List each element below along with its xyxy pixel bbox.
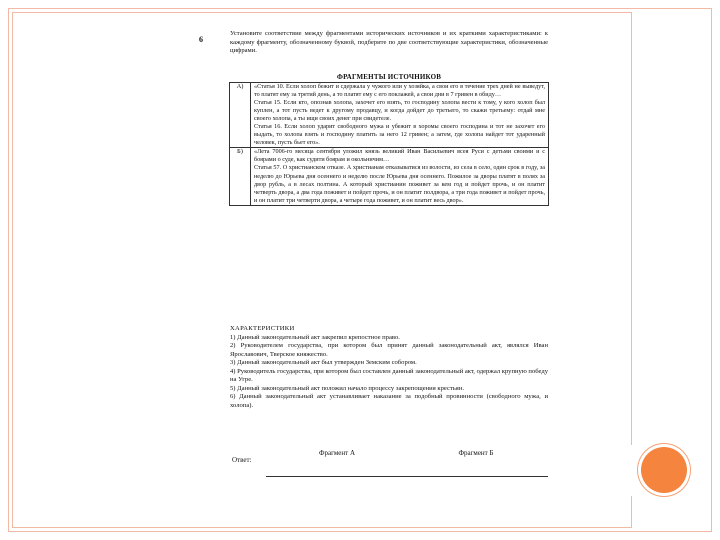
characteristic-item: 1) Данный законодательный акт закрепил крепостное право. <box>230 333 400 341</box>
fragment-paragraph: Статья 57. О христианском отказе. А христианам отказыватися из волости, из села в село, один срок в году, за неделю до Юрьева дня осеннего и неделю после Юрьева дня осеннего. Пожилое за дворы платят в полях за двор рубль, а в лесах полтина. А который христианин поживет за кем год и пойдет прочь, и он платит четверть двора, а два года поживет и пойдет прочь, и он платит полдвора, а три года поживет и пойдет прочь, и он платит три четверти двора, а четыре года поживет, и он платит весь двор». <box>254 164 545 204</box>
fragment-row-b <box>230 148 549 205</box>
characteristic-item: 3) Данный законодательный акт был утвержден Земским собором. <box>230 359 417 366</box>
fragment-paragraph: Статья 15. Если кто, опознав холопа, захочет его взять, то господину холопа вести к тому, у кого холоп был куплен, а тот пусть ведет к другому продавцу, и когда дойдет до третьего, то скажи третьему: отдай мне своего холопа, а ты ищи своих денег при свидетеле. <box>254 99 545 123</box>
answer-label: Ответ: <box>232 456 252 464</box>
decorative-circle <box>641 447 687 493</box>
characteristic-item: 2) Руководителем государства, при котором был принят данный законодательный акт, являлся Иван Ярославович, Тверское княжество. <box>230 342 548 358</box>
fragments-table <box>229 82 549 206</box>
answer-line[interactable] <box>266 476 548 477</box>
answer-column-a-label: Фрагмент А <box>318 449 356 457</box>
slide-border-bottom <box>8 531 712 532</box>
fragment-row-a <box>230 83 549 148</box>
characteristic-item: 5) Данный законодательный акт положил начало процессу закрепощения крестьян. <box>230 384 464 392</box>
fragment-text <box>251 148 549 205</box>
fragment-paragraph: «Лета 7006-го месяца сентября уложил князь великий Иван Васильевич всея Руси с детьми своими и с боярами о суде, как судити боярам и окольничим… <box>254 148 545 164</box>
answer-column-b-label: Фрагмент Б <box>458 449 494 457</box>
content-border-bottom <box>12 527 632 528</box>
content-border-right-lower <box>631 496 632 528</box>
slide-border-left <box>8 8 9 532</box>
fragments-heading: ФРАГМЕНТЫ ИСТОЧНИКОВ <box>336 73 442 81</box>
characteristic-item: 4) Руководитель государства, при котором был составлен данный законодательный акт, одержал крупную победу на Угре. <box>230 367 548 383</box>
task-text: Установите соответствие между фрагментами исторических источников и их краткими характеристиками: к каждому фрагменту, обозначенному буквой, подберите по две соответствующие характеристики, обозначенные цифрами. <box>230 30 548 55</box>
slide-border-right <box>711 8 712 532</box>
fragment-letter: Б) <box>230 148 251 205</box>
content-border-right-upper <box>631 12 632 445</box>
characteristics-title: ХАРАКТЕРИСТИКИ <box>230 325 295 332</box>
fragment-paragraph: Статья 16. Если холоп ударит свободного мужа и убежит в хоромы своего господина и тот не захочет его выдать, то холопа взять и господину платить за него 12 гривен; а затем, где холопа найдет тот ударенный человек, пусть бьет его». <box>254 123 545 147</box>
fragment-letter: А) <box>230 83 251 148</box>
characteristic-item: 6) Данный законодательный акт устанавливает наказание за подобный провинности (свободного мужа, и холопа). <box>230 393 548 409</box>
characteristics-list <box>230 325 548 410</box>
question-number: 6 <box>199 35 203 44</box>
slide-border-top <box>8 8 712 9</box>
fragment-paragraph: «Статья 10. Если холоп бежит и сдержала у чужого или у хозяйка, а свои его в течение трех дней не выведут, то платят ему за третий день, а то платят ему с его поклажей, а свои дни в 7 гривен в обиду… <box>254 83 545 99</box>
content-border-left <box>12 12 13 528</box>
fragment-text <box>251 83 549 148</box>
content-border-top <box>12 12 632 13</box>
